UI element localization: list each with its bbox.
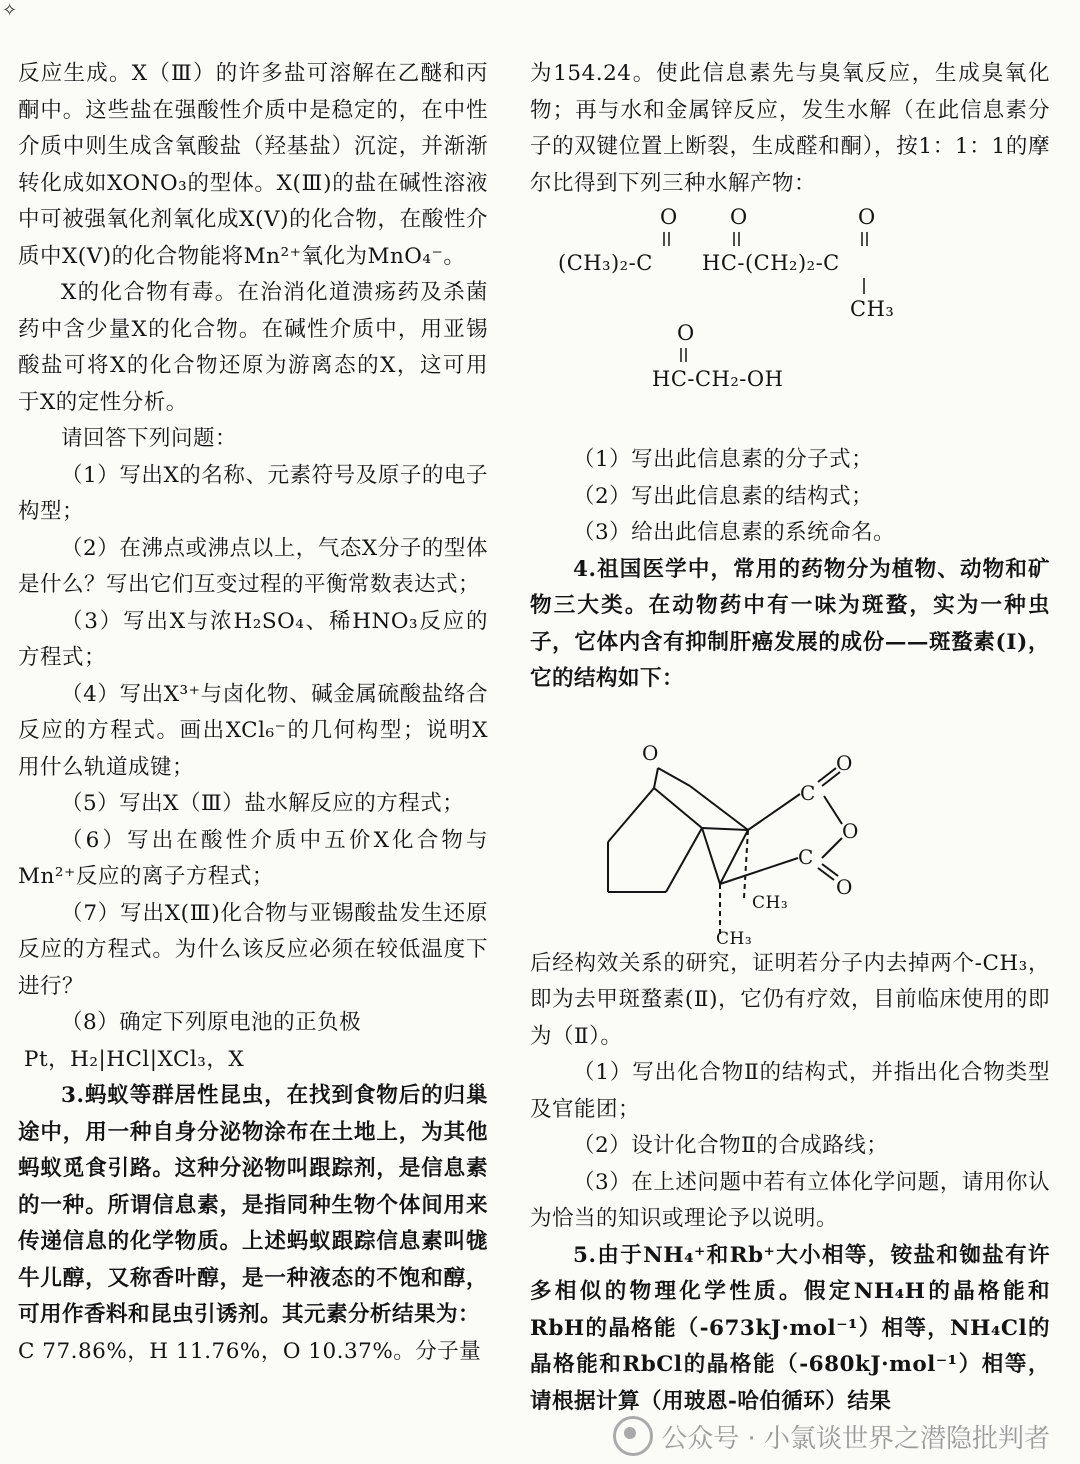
- ring-oxygen: O: [842, 818, 859, 843]
- oxygen-label: O: [730, 205, 748, 229]
- question-item: （2）写出此信息素的结构式；: [573, 483, 874, 509]
- question-item: （1）写出此信息素的分子式；: [573, 447, 874, 472]
- right-column: [530, 56, 1050, 1420]
- problem-5: 5.由于NH₄⁺和Rb⁺大小相等，铵盐和铷盐有许多相似的物理化学性质。假定NH₄H的晶格能和RbH的晶格能（-673kJ·mol⁻¹）相等，NH₄Cl的晶格能和RbCl的晶格能（-680kJ·mol⁻¹）相等，请根据计算（用玻恩-哈伯循环）结果: [530, 1242, 1050, 1414]
- methyl-label: CH₃: [752, 892, 789, 913]
- paragraph: 为154.24。使此信息素先与臭氧反应，生成臭氧化物；再与水和金属锌反应，发生水解（在此信息素分子的双键位置上断裂，生成醛和酮），按1：1：1的摩尔比得到下列三种水解产物：: [530, 61, 1050, 196]
- watermark: [613, 1416, 1050, 1456]
- paragraph: 请回答下列问题：: [61, 426, 238, 451]
- question-item: （2）设计化合物Ⅱ的合成路线；: [573, 1133, 889, 1158]
- watermark-text: 公众号 · 小氯谈世界之潜隐批判者: [661, 1423, 1050, 1454]
- carbonyl-oxygen: O: [836, 874, 853, 899]
- paragraph: X的化合物有毒。在治消化道溃疡药及杀菌药中含少量X的化合物。在碱性介质中，用亚锡酸盐可将X的化合物还原为游离态的X，这可用于X的定性分析。: [18, 280, 488, 415]
- product-1: (CH₃)₂-C: [558, 251, 653, 275]
- bridge-oxygen: O: [642, 740, 659, 765]
- question-item: （3）给出此信息素的系统命名。: [573, 520, 896, 545]
- hydrolysis-products-figure: [530, 202, 1050, 442]
- paragraph: 反应生成。X（Ⅲ）的许多盐可溶解在乙醚和丙酮中。这些盐在强酸性介质中是稳定的，在中性介质中则生成含氧酸盐（羟基盐）沉淀，并渐渐转化成如XONO₃的型体。X(Ⅲ)的盐在碱性溶液中可被强氧化剂氧化成X(Ⅴ)的化合物，在酸性介质中X(Ⅴ)的化合物能将Mn²⁺氧化为MnO₄⁻。: [18, 61, 488, 269]
- oxygen-label: O: [660, 205, 678, 229]
- product-2: HC-(CH₂)₂-C: [702, 251, 840, 275]
- question-item: （3）写出X与浓H₂SO₄、稀HNO₃反应的方程式；: [18, 608, 488, 670]
- wechat-icon: [613, 1416, 653, 1456]
- paragraph: 后经构效关系的研究，证明若分子内去掉两个-CH₃，即为去甲斑蝥素(Ⅱ)，它仍有疗效，目前临床使用的即为（Ⅱ）。: [530, 950, 1050, 1049]
- hydrolysis-products-svg: [530, 202, 1050, 442]
- paragraph: C 77.86%，H 11.76%，O 10.37%。分子量: [18, 1338, 482, 1364]
- question-item: （1）写出X的名称、元素符号及原子的电子构型；: [18, 462, 488, 524]
- oxygen-label: O: [858, 205, 876, 229]
- problem-3: 3.蚂蚁等群居性昆虫，在找到食物后的归巢途中，用一种自身分泌物涂布在土地上，为其他蚂蚁觅食引路。这种分泌物叫跟踪剂，是信息素的一种。所谓信息素，是指同种生物个体间用来传递信息的化学物质。上述蚂蚁跟踪信息素叫牻牛儿醇，又称香叶醇，是一种液态的不饱和醇，可用作香料和昆虫引诱剂。其元素分析结果为：: [18, 1083, 488, 1327]
- question-item: （4）写出X³⁺与卤化物、碱金属硫酸盐络合反应的方程式。画出XCl₆⁻的几何构型；说明X用什么轨道成键；: [18, 681, 488, 780]
- product-2-methyl: CH₃: [850, 297, 895, 321]
- oxygen-label: O: [677, 321, 695, 345]
- cell-formula: Pt，H₂|HCl|XCl₃，X: [24, 1046, 245, 1072]
- methyl-label: CH₃: [716, 928, 753, 946]
- corner-mark: ✧: [2, 0, 18, 21]
- cantharidin-structure-figure: [530, 698, 1050, 946]
- question-item: （3）在上述问题中若有立体化学问题，请用你认为恰当的知识或理论予以说明。: [530, 1169, 1050, 1231]
- question-item: （2）在沸点或沸点以上，气态X分子的型体是什么？写出它们互变过程的平衡常数表达式；: [18, 535, 488, 597]
- carbonyl-oxygen: O: [836, 750, 853, 775]
- question-item: （8）确定下列原电池的正负极: [61, 1010, 362, 1035]
- carbonyl-carbon: C: [798, 844, 814, 869]
- carbonyl-carbon: C: [800, 780, 816, 805]
- cantharidin-structure-svg: [530, 698, 1050, 946]
- question-item: （7）写出X(Ⅲ)化合物与亚锡酸盐发生还原反应的方程式。为什么该反应必须在较低温度下进行？: [18, 900, 488, 999]
- product-3: HC-CH₂-OH: [652, 367, 784, 391]
- question-item: （1）写出化合物Ⅱ的结构式，并指出化合物类型及官能团；: [530, 1060, 1050, 1122]
- problem-4: 4.祖国医学中，常用的药物分为植物、动物和矿物三大类。在动物药中有一味为斑蝥，实为一种虫子，它体内含有抑制肝癌发展的成份——斑蝥素(Ⅰ)，它的结构如下：: [530, 556, 1050, 691]
- left-column: [18, 56, 488, 1370]
- question-item: （6）写出在酸性介质中五价X化合物与Mn²⁺反应的离子方程式；: [18, 827, 488, 889]
- question-item: （5）写出X（Ⅲ）盐水解反应的方程式；: [61, 791, 465, 816]
